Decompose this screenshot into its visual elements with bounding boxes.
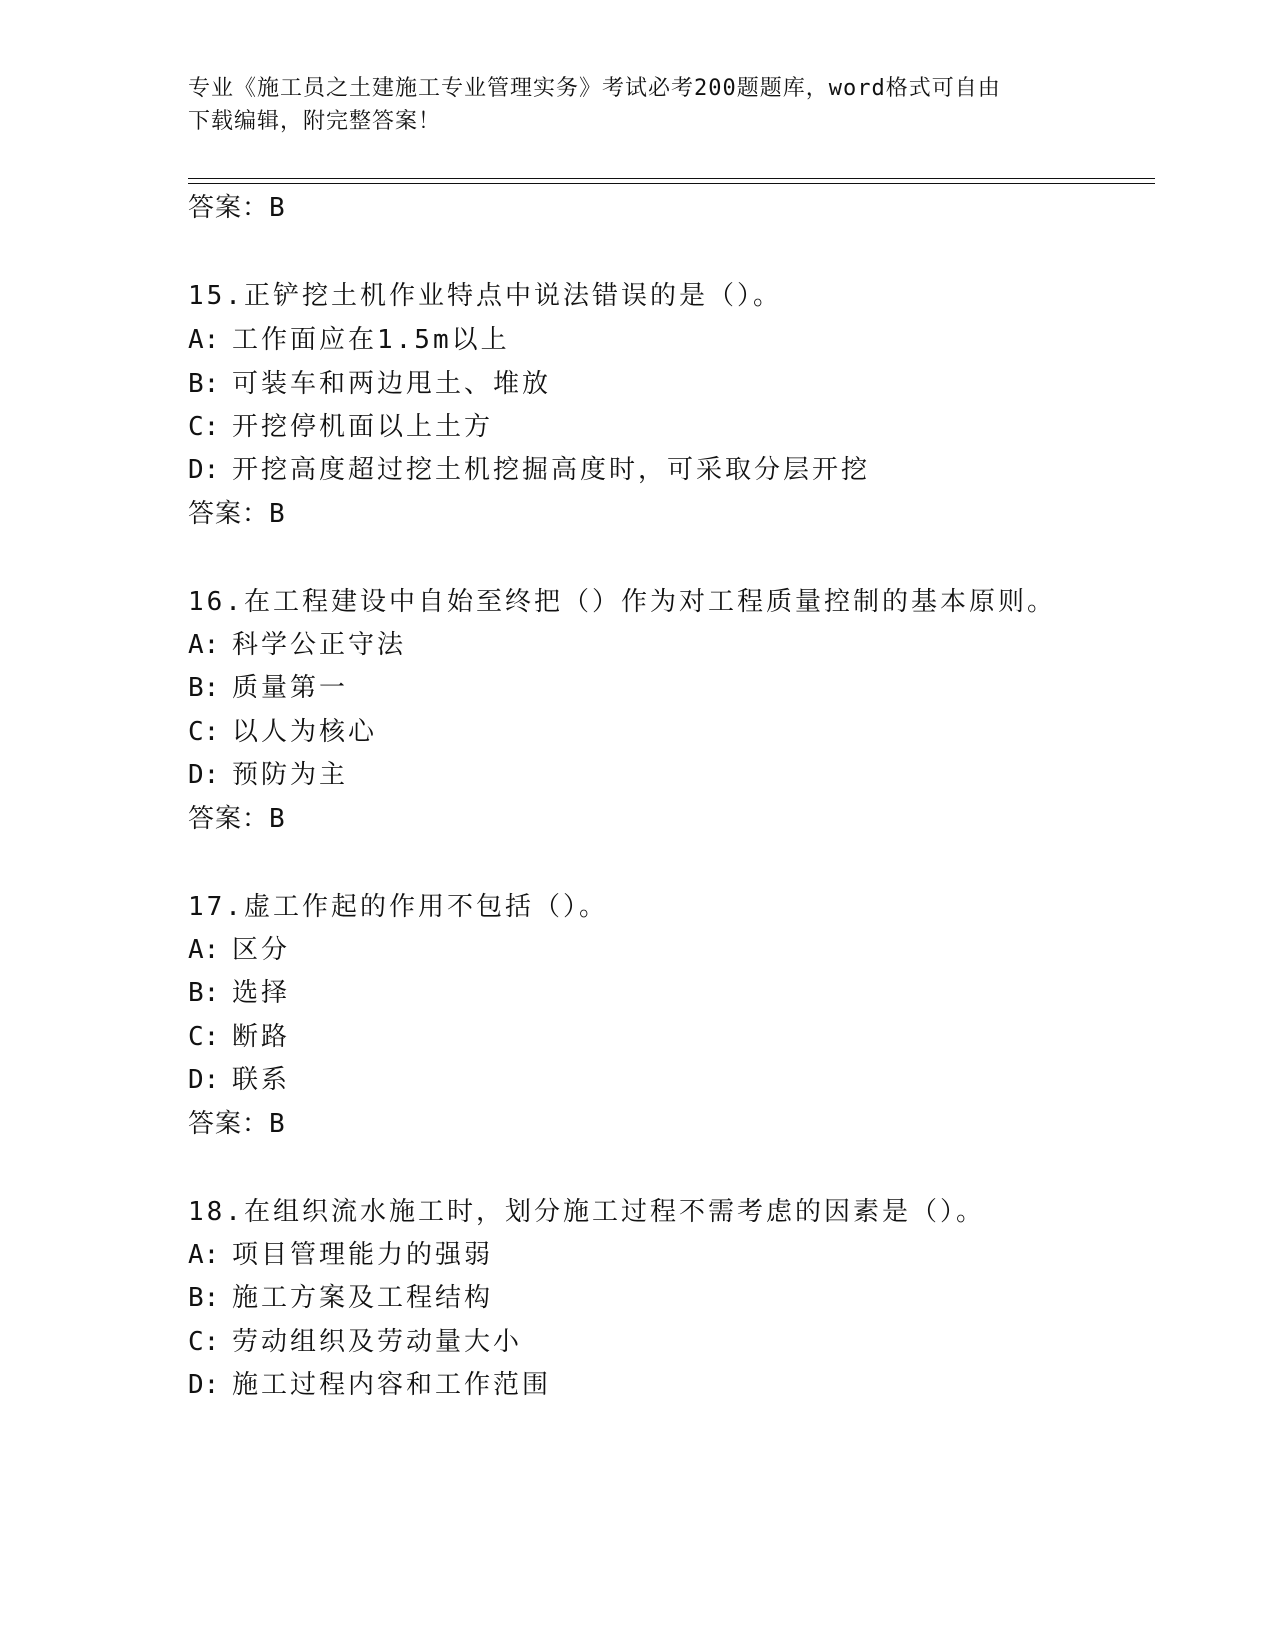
question-17-option-d bbox=[188, 1064, 290, 1096]
question-15-stem: 15.正铲挖土机作业特点中说法错误的是（）。 bbox=[188, 281, 782, 311]
option-text: 断路 bbox=[232, 1022, 291, 1052]
option-label: B: bbox=[188, 1283, 220, 1313]
option-label: A: bbox=[188, 325, 220, 355]
question-15-option-b bbox=[188, 368, 551, 400]
answer-value: B bbox=[269, 1109, 285, 1139]
question-18-option-c bbox=[188, 1326, 522, 1358]
header-rule-top bbox=[188, 178, 1155, 179]
question-15-option-d bbox=[188, 454, 870, 486]
question-16-stem: 16.在工程建设中自始至终把（）作为对工程质量控制的基本原则。 bbox=[188, 587, 1056, 617]
question-16-option-c bbox=[188, 716, 377, 748]
answer-prefix: 答案： bbox=[188, 193, 270, 223]
option-text: 选择 bbox=[232, 978, 291, 1008]
option-label: D: bbox=[188, 1065, 220, 1095]
question-16-option-d bbox=[188, 759, 348, 791]
option-label: B: bbox=[188, 978, 220, 1008]
answer-value: B bbox=[269, 804, 285, 834]
answer-17 bbox=[188, 1108, 285, 1140]
answer-prefix: 答案： bbox=[188, 804, 270, 834]
option-text: 预防为主 bbox=[232, 760, 349, 790]
answer-value: B bbox=[269, 193, 285, 223]
document-header bbox=[188, 72, 1068, 138]
answer-value: B bbox=[269, 499, 285, 529]
answer-prefix: 答案： bbox=[188, 499, 270, 529]
header-line-2: 下载编辑，附完整答案！ bbox=[188, 109, 442, 134]
option-text: 施工过程内容和工作范围 bbox=[232, 1370, 552, 1400]
option-label: C: bbox=[188, 1327, 220, 1357]
option-text: 科学公正守法 bbox=[232, 630, 407, 660]
question-16-option-b bbox=[188, 672, 348, 704]
option-text: 劳动组织及劳动量大小 bbox=[232, 1327, 523, 1357]
answer-prefix: 答案： bbox=[188, 1109, 270, 1139]
option-label: C: bbox=[188, 717, 220, 747]
question-17-option-c bbox=[188, 1021, 290, 1053]
option-text: 开挖高度超过挖土机挖掘高度时，可采取分层开挖 bbox=[232, 455, 871, 485]
question-15-option-a bbox=[188, 324, 510, 356]
option-label: B: bbox=[188, 369, 220, 399]
answer-16 bbox=[188, 803, 285, 835]
question-18-stem: 18.在组织流水施工时，划分施工过程不需考虑的因素是（）。 bbox=[188, 1197, 985, 1227]
option-label: D: bbox=[188, 760, 220, 790]
option-label: C: bbox=[188, 1022, 220, 1052]
option-text: 质量第一 bbox=[232, 673, 349, 703]
option-label: C: bbox=[188, 412, 220, 442]
option-text: 施工方案及工程结构 bbox=[232, 1283, 494, 1313]
option-label: B: bbox=[188, 673, 220, 703]
option-label: A: bbox=[188, 630, 220, 660]
question-17-stem: 17.虚工作起的作用不包括（）。 bbox=[188, 892, 608, 922]
question-18-option-b bbox=[188, 1282, 493, 1314]
option-label: A: bbox=[188, 935, 220, 965]
answer-14 bbox=[188, 192, 285, 224]
option-text: 可装车和两边甩土、堆放 bbox=[232, 369, 552, 399]
question-17-option-a bbox=[188, 934, 290, 966]
option-text: 区分 bbox=[232, 935, 291, 965]
option-text: 项目管理能力的强弱 bbox=[232, 1240, 494, 1270]
option-text: 工作面应在1.5m以上 bbox=[232, 325, 510, 355]
option-text: 以人为核心 bbox=[232, 717, 378, 747]
question-15-option-c bbox=[188, 411, 493, 443]
option-label: D: bbox=[188, 455, 220, 485]
option-label: D: bbox=[188, 1370, 220, 1400]
question-18-option-d bbox=[188, 1369, 551, 1401]
header-line-1: 专业《施工员之土建施工专业管理实务》考试必考200题题库，word格式可自由 bbox=[188, 76, 1001, 101]
option-text: 联系 bbox=[232, 1065, 291, 1095]
answer-15 bbox=[188, 498, 285, 530]
question-17-option-b bbox=[188, 977, 290, 1009]
option-text: 开挖停机面以上土方 bbox=[232, 412, 494, 442]
question-18-option-a bbox=[188, 1239, 493, 1271]
question-16-option-a bbox=[188, 629, 406, 661]
header-rule-bottom bbox=[188, 183, 1155, 184]
option-label: A: bbox=[188, 1240, 220, 1270]
